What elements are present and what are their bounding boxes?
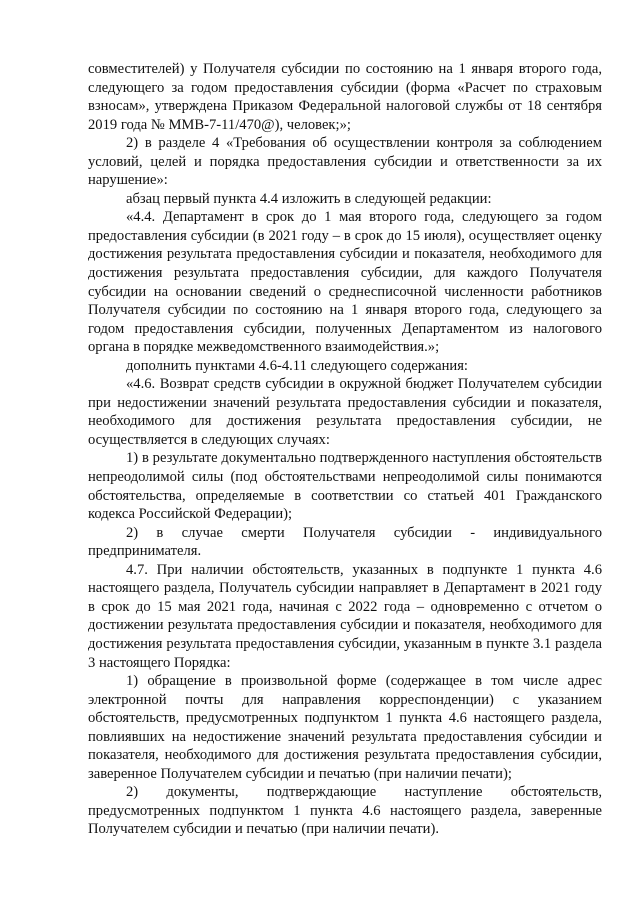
paragraph-employees-count: совместителей) у Получателя субсидии по состоянию на 1 января второго года, следующего за годом предоставления субсидии (форма «Расчет по страховым взносам», утверждена Приказом Федеральной налоговой службы от 18 сентября 2019 года № ММВ-7-11/470@), человек;»; xyxy=(88,61,602,133)
paragraph-4-4: «4.4. Департамент в срок до 1 мая второго года, следующего за годом предоставления субсидии (в 2021 году – в срок до 15 июля), осуществляет оценку достижения результата предоставления субсидии и показателя, необходимого для достижения результата предоставления субсидии, для каждого Получателя субсидии на основании сведений о среднесписочной численности работников Получателя субсидии по состоянию на 1 января второго года, следующего за годом предоставления субсидии, полученных Департаментом из налогового органа в порядке межведомственного взаимодействия.»; xyxy=(88,209,602,356)
paragraph-section-4-amendment: 2) в разделе 4 «Требования об осуществлении контроля за соблюдением условий, целей и порядка предоставления субсидии и ответственности за их нарушение»: xyxy=(88,135,602,189)
paragraph-4-6-item-2: 2) в случае смерти Получателя субсидии - индивидуального предпринимателя. xyxy=(88,524,602,560)
document-page xyxy=(88,60,602,839)
paragraph-4-7: 4.7. При наличии обстоятельств, указанных в подпункте 1 пункта 4.6 настоящего раздела, Получатель субсидии направляет в Департамент в 2021 году в срок до 15 мая 2021 года, начиная с 2022 года – одновременно с отчетом о достижении результата предоставления субсидии и показателя, необходимого для достижения результата предоставления субсидии, указанным в пункте 3.1 раздела 3 настоящего Порядка: xyxy=(88,561,602,671)
paragraph-4-7-item-1: 1) обращение в произвольной форме (содержащее в том числе адрес электронной почты для направления корреспонденции) с указанием обстоятельств, предусмотренных подпунктом 1 пункта 4.6 настоящего раздела, повлиявших на недостижение значений результата предоставления субсидии и показателя, необходимого для достижения результата предоставления субсидии, заверенное Получателем субсидии и печатью (при наличии печати); xyxy=(88,673,602,782)
paragraph-4-6: «4.6. Возврат средств субсидии в окружной бюджет Получателем субсидии при недостижении значений результата предоставления субсидии и показателя, необходимого для достижения результата предоставления субсидии, не осуществляется в следующих случаях: xyxy=(88,376,602,448)
paragraph-4-7-item-2: 2) документы, подтверждающие наступление обстоятельств, предусмотренных подпунктом 1 пункта 4.6 настоящего раздела, заверенные Получателем субсидии и печатью (при наличии печати). xyxy=(88,784,602,838)
paragraph-4-4-intro: абзац первый пункта 4.4 изложить в следующей редакции: xyxy=(126,190,492,207)
paragraph-add-4-6-4-11: дополнить пунктами 4.6-4.11 следующего содержания: xyxy=(126,357,468,374)
paragraph-4-6-item-1: 1) в результате документально подтвержденного наступления обстоятельств непреодолимой силы (под обстоятельствами непреодолимой силы понимаются обстоятельства, определяемые в соответствии со статьей 401 Гражданского кодекса Российской Федерации); xyxy=(88,450,602,523)
